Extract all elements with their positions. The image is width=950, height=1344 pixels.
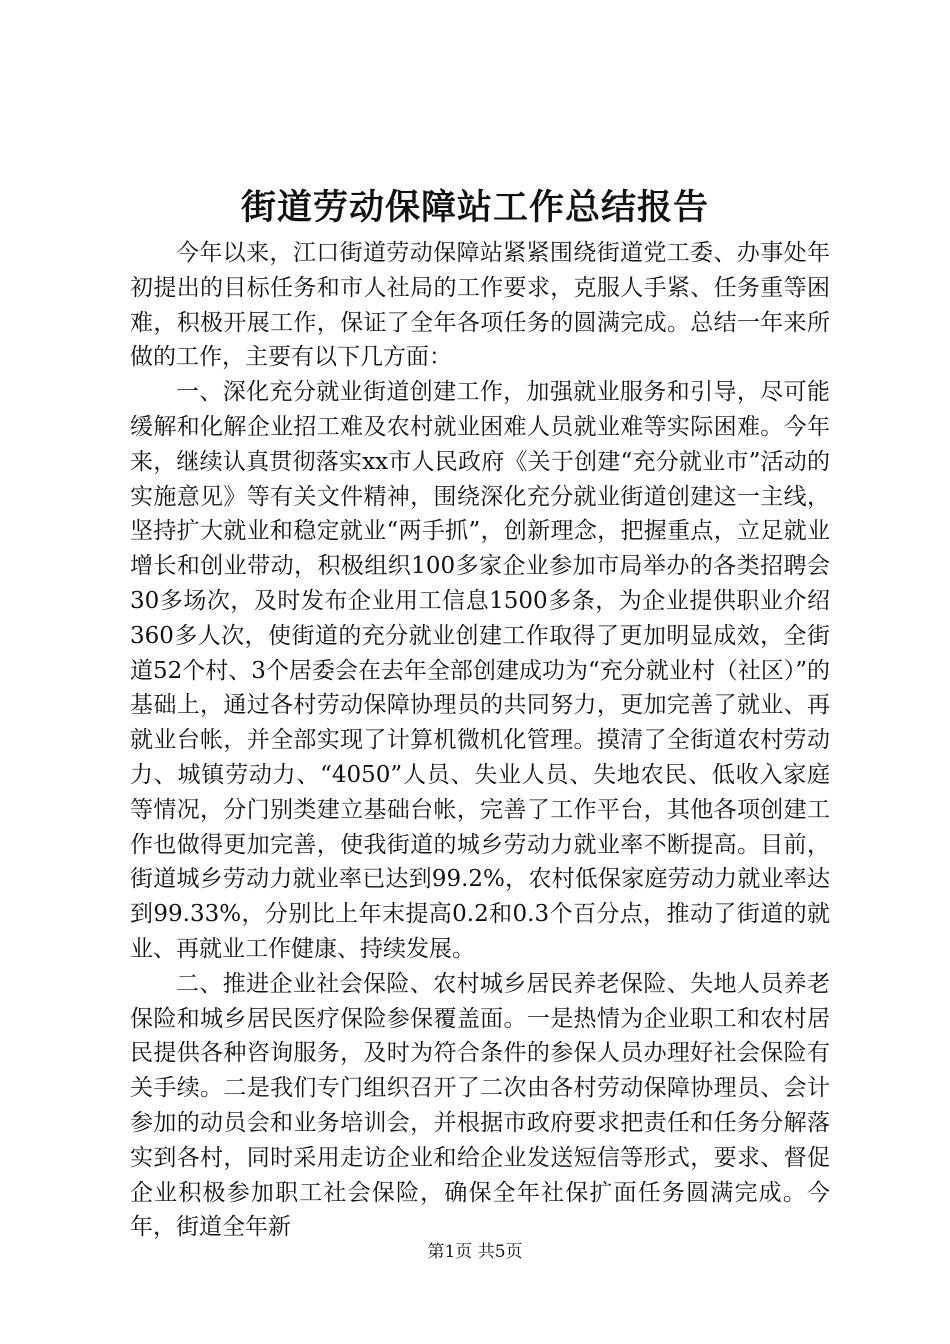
paragraph-section-1: 一、深化充分就业街道创建工作，加强就业服务和引导，尽可能缓解和化解企业招工难及农村就业困难人员就业难等实际困难。今年来，继续认真贯彻落实xx市人民政府《关于创建“充分就业市”活动的实施意见》等有关文件精神，围绕深化充分就业街道创建这一主线，坚持扩大就业和稳定就业“两手抓”，创新理念，把握重点，立足就业增长和创业带动，积极组织100多家企业参加市局举办的各类招聘会30多场次，及时发布企业用工信息1500多条，为企业提供职业介绍360多人次，使街道的充分就业创建工作取得了更加明显成效，全街道52个村、3个居委会在去年全部创建成功为“充分就业村（社区）”的基础上，通过各村劳动保障协理员的共同努力，更加完善了就业、再就业台帐，并全部实现了计算机微机化管理。摸清了全街道农村劳动力、城镇劳动力、“4050”人员、失业人员、失地农民、低收入家庭等情况，分门别类建立基础台帐，完善了工作平台，其他各项创建工作也做得更加完善，使我街道的城乡劳动力就业率不断提高。目前，街道城乡劳动力就业率已达到99.2%，农村低保家庭劳动力就业率达到99.33%，分别比上年末提高0.2和0.3个百分点，推动了街道的就业、再就业工作健康、持续发展。 <box>130 379 830 962</box>
paragraph-section-2: 二、推进企业社会保险、农村城乡居民养老保险、失地人员养老保险和城乡居民医疗保险参保覆盖面。一是热情为企业职工和农村居民提供各种咨询服务，及时为符合条件的参保人员办理好社会保险有关手续。二是我们专门组织召开了二次由各村劳动保障协理员、会计参加的动员会和业务培训会，并根据市政府要求把责任和任务分解落实到各村，同时采用走访企业和给企业发送短信等形式，要求、督促企业积极参加职工社会保险，确保全年社保扩面任务圆满完成。今年，街道全年新 <box>130 970 830 1241</box>
page-indicator: 第1页 共5页 <box>427 1242 523 1262</box>
document-body <box>130 236 830 1245</box>
document-title: 街道劳动保障站工作总结报告 <box>240 187 709 228</box>
paragraph-intro: 今年以来，江口街道劳动保障站紧紧围绕街道党工委、办事处年初提出的目标任务和市人社局的工作要求，克服人手紧、任务重等困难，积极开展工作，保证了全年各项任务的圆满完成。总结一年来所做的工作，主要有以下几方面： <box>130 240 830 371</box>
page-footer <box>0 1240 950 1264</box>
